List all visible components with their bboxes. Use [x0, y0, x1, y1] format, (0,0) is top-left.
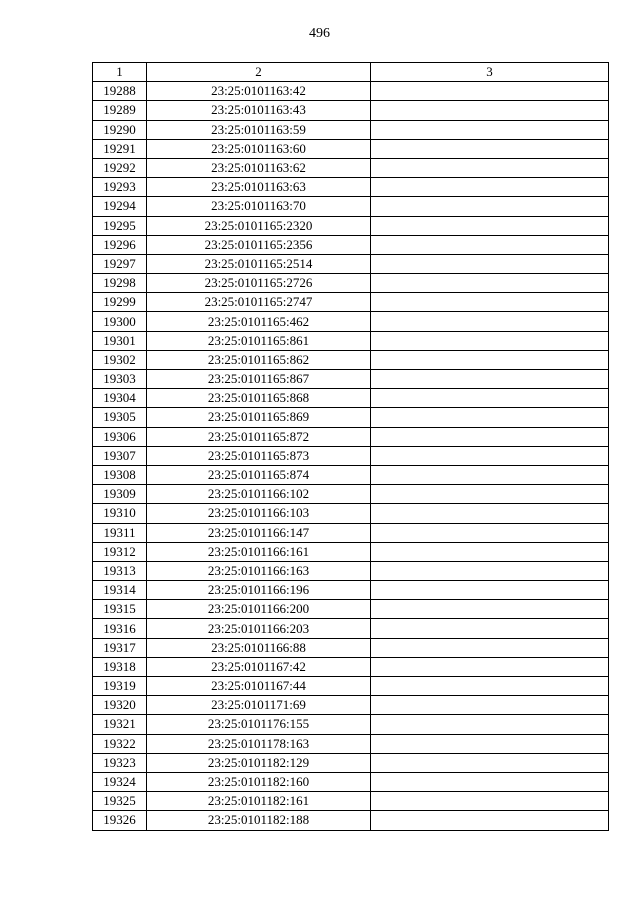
row-number-cell: 19317: [93, 638, 147, 657]
row-number-cell: 19307: [93, 446, 147, 465]
cadastral-number-cell: 23:25:0101165:862: [147, 350, 371, 369]
table-row: [93, 657, 609, 676]
table-row: [93, 101, 609, 120]
row-number-cell: 19295: [93, 216, 147, 235]
table-row: [93, 792, 609, 811]
notes-cell: [371, 197, 609, 216]
cadastral-number-cell: 23:25:0101163:43: [147, 101, 371, 120]
cadastral-number-cell: 23:25:0101166:161: [147, 542, 371, 561]
cadastral-number-cell: 23:25:0101166:200: [147, 600, 371, 619]
table-row: [93, 600, 609, 619]
cadastral-number-cell: 23:25:0101176:155: [147, 715, 371, 734]
notes-cell: [371, 581, 609, 600]
cadastral-number-cell: 23:25:0101171:69: [147, 696, 371, 715]
row-number-cell: 19318: [93, 657, 147, 676]
notes-cell: [371, 523, 609, 542]
table-row: [93, 82, 609, 101]
notes-cell: [371, 677, 609, 696]
table-row: [93, 753, 609, 772]
notes-cell: [371, 120, 609, 139]
table-row: [93, 331, 609, 350]
table-row: [93, 216, 609, 235]
row-number-cell: 19308: [93, 465, 147, 484]
cadastral-number-cell: 23:25:0101166:88: [147, 638, 371, 657]
row-number-cell: 19296: [93, 235, 147, 254]
row-number-cell: 19309: [93, 485, 147, 504]
notes-cell: [371, 638, 609, 657]
notes-cell: [371, 178, 609, 197]
table-row: [93, 504, 609, 523]
table-row: [93, 120, 609, 139]
cadastral-number-cell: 23:25:0101165:868: [147, 389, 371, 408]
cadastral-number-cell: 23:25:0101165:2747: [147, 293, 371, 312]
table-row: [93, 638, 609, 657]
column-header-2: 2: [147, 63, 371, 82]
row-number-cell: 19297: [93, 254, 147, 273]
table-row: [93, 446, 609, 465]
column-header-1: 1: [93, 63, 147, 82]
row-number-cell: 19298: [93, 274, 147, 293]
page-number: 496: [309, 26, 330, 41]
row-number-cell: 19323: [93, 753, 147, 772]
cadastral-number-cell: 23:25:0101163:62: [147, 158, 371, 177]
table-row: [93, 178, 609, 197]
cadastral-number-cell: 23:25:0101167:44: [147, 677, 371, 696]
notes-cell: [371, 389, 609, 408]
notes-cell: [371, 542, 609, 561]
table-row: [93, 677, 609, 696]
table-row: [93, 139, 609, 158]
table-row: [93, 715, 609, 734]
row-number-cell: 19313: [93, 561, 147, 580]
cadastral-number-cell: 23:25:0101167:42: [147, 657, 371, 676]
cadastral-number-cell: 23:25:0101165:872: [147, 427, 371, 446]
row-number-cell: 19306: [93, 427, 147, 446]
table-row: [93, 312, 609, 331]
notes-cell: [371, 82, 609, 101]
table-row: [93, 197, 609, 216]
cadastral-number-cell: 23:25:0101166:147: [147, 523, 371, 542]
row-number-cell: 19312: [93, 542, 147, 561]
column-header-3: 3: [371, 63, 609, 82]
row-number-cell: 19322: [93, 734, 147, 753]
notes-cell: [371, 600, 609, 619]
cadastral-table: [92, 62, 609, 831]
row-number-cell: 19314: [93, 581, 147, 600]
row-number-cell: 19302: [93, 350, 147, 369]
cadastral-number-cell: 23:25:0101182:129: [147, 753, 371, 772]
cadastral-number-cell: 23:25:0101163:59: [147, 120, 371, 139]
cadastral-number-cell: 23:25:0101182:160: [147, 772, 371, 791]
row-number-cell: 19305: [93, 408, 147, 427]
notes-cell: [371, 158, 609, 177]
row-number-cell: 19316: [93, 619, 147, 638]
table-row: [93, 696, 609, 715]
table-row: [93, 389, 609, 408]
cadastral-number-cell: 23:25:0101165:873: [147, 446, 371, 465]
notes-cell: [371, 235, 609, 254]
cadastral-number-cell: 23:25:0101163:70: [147, 197, 371, 216]
row-number-cell: 19319: [93, 677, 147, 696]
notes-cell: [371, 216, 609, 235]
row-number-cell: 19310: [93, 504, 147, 523]
row-number-cell: 19291: [93, 139, 147, 158]
table-row: [93, 561, 609, 580]
row-number-cell: 19321: [93, 715, 147, 734]
table-row: [93, 485, 609, 504]
notes-cell: [371, 427, 609, 446]
notes-cell: [371, 331, 609, 350]
cadastral-number-cell: 23:25:0101166:102: [147, 485, 371, 504]
table-row: [93, 523, 609, 542]
table-row: [93, 811, 609, 830]
table-row: [93, 293, 609, 312]
notes-cell: [371, 561, 609, 580]
table-row: [93, 465, 609, 484]
row-number-cell: 19299: [93, 293, 147, 312]
notes-cell: [371, 408, 609, 427]
notes-cell: [371, 485, 609, 504]
notes-cell: [371, 350, 609, 369]
cadastral-number-cell: 23:25:0101165:462: [147, 312, 371, 331]
notes-cell: [371, 734, 609, 753]
table-body: [93, 82, 609, 830]
table-row: [93, 370, 609, 389]
row-number-cell: 19288: [93, 82, 147, 101]
notes-cell: [371, 312, 609, 331]
row-number-cell: 19304: [93, 389, 147, 408]
row-number-cell: 19320: [93, 696, 147, 715]
cadastral-number-cell: 23:25:0101178:163: [147, 734, 371, 753]
cadastral-number-cell: 23:25:0101163:60: [147, 139, 371, 158]
notes-cell: [371, 696, 609, 715]
table-row: [93, 350, 609, 369]
cadastral-number-cell: 23:25:0101166:163: [147, 561, 371, 580]
table-row: [93, 734, 609, 753]
row-number-cell: 19301: [93, 331, 147, 350]
notes-cell: [371, 772, 609, 791]
cadastral-number-cell: 23:25:0101165:869: [147, 408, 371, 427]
cadastral-number-cell: 23:25:0101165:861: [147, 331, 371, 350]
table-row: [93, 158, 609, 177]
notes-cell: [371, 465, 609, 484]
table-row: [93, 408, 609, 427]
cadastral-number-cell: 23:25:0101182:161: [147, 792, 371, 811]
notes-cell: [371, 504, 609, 523]
notes-cell: [371, 792, 609, 811]
notes-cell: [371, 139, 609, 158]
table-row: [93, 772, 609, 791]
notes-cell: [371, 274, 609, 293]
row-number-cell: 19325: [93, 792, 147, 811]
row-number-cell: 19290: [93, 120, 147, 139]
notes-cell: [371, 715, 609, 734]
notes-cell: [371, 254, 609, 273]
table-row: [93, 619, 609, 638]
notes-cell: [371, 293, 609, 312]
table-row: [93, 274, 609, 293]
cadastral-number-cell: 23:25:0101165:874: [147, 465, 371, 484]
cadastral-number-cell: 23:25:0101165:2514: [147, 254, 371, 273]
row-number-cell: 19292: [93, 158, 147, 177]
cadastral-number-cell: 23:25:0101165:2320: [147, 216, 371, 235]
notes-cell: [371, 657, 609, 676]
row-number-cell: 19324: [93, 772, 147, 791]
row-number-cell: 19311: [93, 523, 147, 542]
row-number-cell: 19303: [93, 370, 147, 389]
cadastral-number-cell: 23:25:0101165:867: [147, 370, 371, 389]
table-row: [93, 254, 609, 273]
row-number-cell: 19289: [93, 101, 147, 120]
notes-cell: [371, 811, 609, 830]
cadastral-number-cell: 23:25:0101163:42: [147, 82, 371, 101]
cadastral-number-cell: 23:25:0101166:103: [147, 504, 371, 523]
cadastral-number-cell: 23:25:0101182:188: [147, 811, 371, 830]
cadastral-number-cell: 23:25:0101163:63: [147, 178, 371, 197]
cadastral-number-cell: 23:25:0101166:203: [147, 619, 371, 638]
row-number-cell: 19326: [93, 811, 147, 830]
table-header-row: [93, 63, 609, 82]
cadastral-number-cell: 23:25:0101165:2356: [147, 235, 371, 254]
row-number-cell: 19294: [93, 197, 147, 216]
row-number-cell: 19293: [93, 178, 147, 197]
notes-cell: [371, 101, 609, 120]
notes-cell: [371, 753, 609, 772]
table-row: [93, 427, 609, 446]
row-number-cell: 19315: [93, 600, 147, 619]
row-number-cell: 19300: [93, 312, 147, 331]
table-row: [93, 542, 609, 561]
notes-cell: [371, 446, 609, 465]
cadastral-number-cell: 23:25:0101165:2726: [147, 274, 371, 293]
table-row: [93, 235, 609, 254]
notes-cell: [371, 370, 609, 389]
cadastral-number-cell: 23:25:0101166:196: [147, 581, 371, 600]
table-row: [93, 581, 609, 600]
notes-cell: [371, 619, 609, 638]
